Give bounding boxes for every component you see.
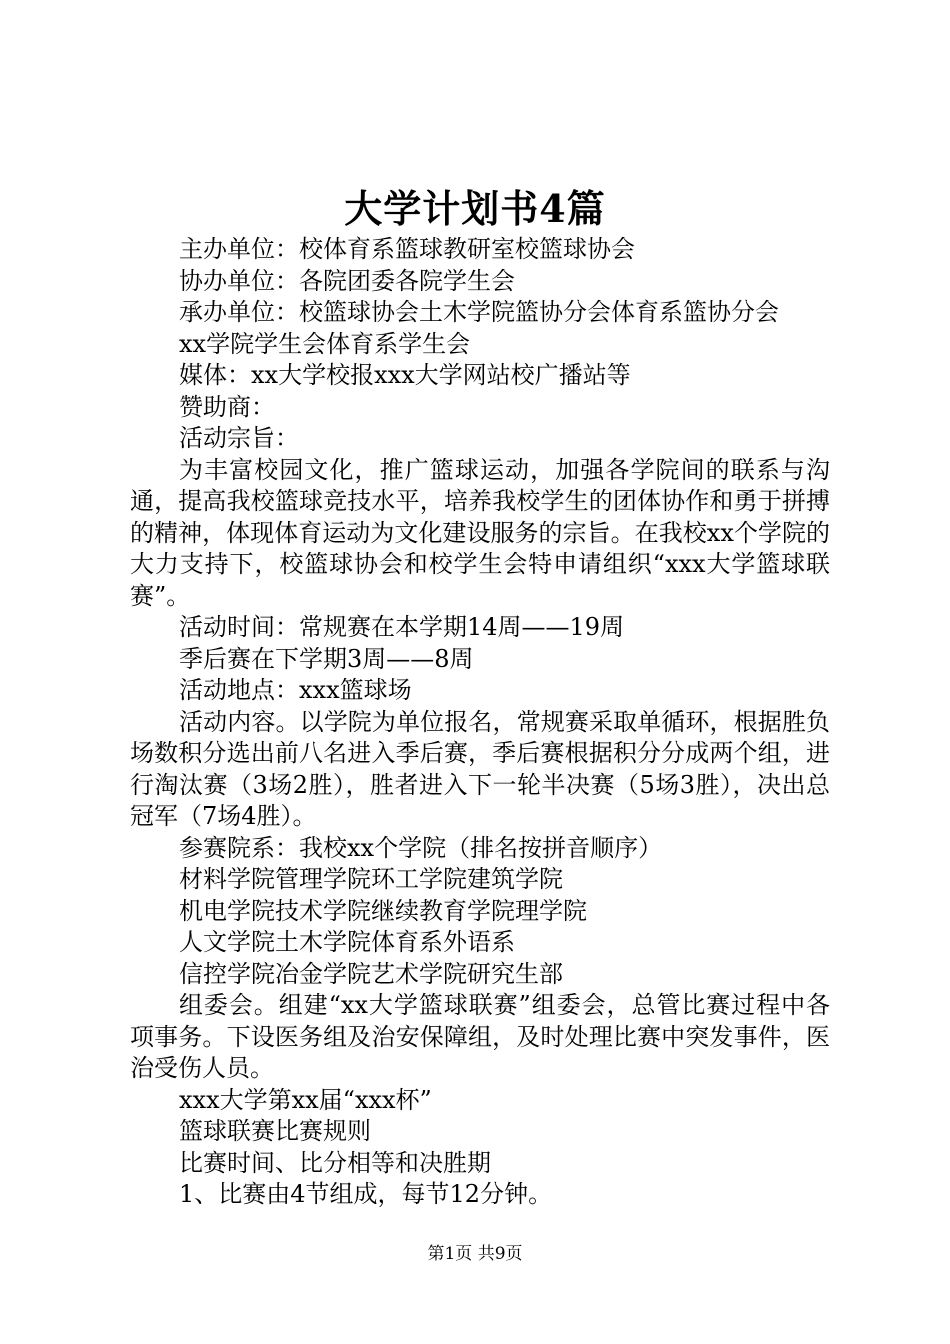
paragraph: 信控学院冶金学院艺术学院研究生部 bbox=[179, 959, 563, 988]
paragraph: 主办单位：校体育系篮球教研室校篮球协会 bbox=[179, 235, 635, 263]
paragraph: xx学院学生会体育系学生会 bbox=[179, 329, 471, 358]
paragraph: xxx大学第xx届“xxx杯” bbox=[179, 1085, 432, 1114]
document-title: 大学计划书4篇 bbox=[344, 186, 606, 231]
paragraph: 为丰富校园文化，推广篮球运动，加强各学院间的联系与沟通，提高我校篮球竞技水平，培养我校学生的团体协作和勇于拼搏的精神，体现体育运动为文化建设服务的宗旨。在我校xx个学院的大力支持下，校篮球协会和校学生会特申请组织“xxx大学篮球联赛”。 bbox=[130, 455, 830, 610]
paragraph: 活动地点：xxx篮球场 bbox=[179, 676, 412, 704]
paragraph: 材料学院管理学院环工学院建筑学院 bbox=[179, 865, 563, 893]
paragraph: 人文学院土木学院体育系外语系 bbox=[179, 928, 515, 956]
paragraph: 机电学院技术学院继续教育学院理学院 bbox=[179, 896, 587, 925]
paragraph: 承办单位：校篮球协会土木学院篮协分会体育系篮协分会 bbox=[179, 298, 779, 326]
paragraph: 协办单位：各院团委各院学生会 bbox=[179, 266, 515, 295]
paragraph: 参赛院系：我校xx个学院（排名按拼音顺序） bbox=[179, 833, 663, 862]
paragraph: 季后赛在下学期3周——8周 bbox=[179, 644, 474, 673]
paragraph: 1、比赛由4节组成，每节12分钟。 bbox=[179, 1180, 553, 1208]
paragraph: 篮球联赛比赛规则 bbox=[179, 1117, 371, 1145]
paragraph: 赞助商： bbox=[179, 392, 275, 421]
paragraph: 媒体：xx大学校报xxx大学网站校广播站等 bbox=[179, 361, 631, 389]
paragraph: 比赛时间、比分相等和决胜期 bbox=[179, 1148, 491, 1177]
document-body bbox=[130, 234, 830, 1211]
paragraph: 活动宗旨： bbox=[179, 424, 299, 452]
paragraph: 活动内容。以学院为单位报名，常规赛采取单循环，根据胜负场数积分选出前八名进入季后赛，季后赛根据积分分成两个组，进行淘汰赛（3场2胜），胜者进入下一轮半决赛（5场3胜），决出总冠军（7场4胜）。 bbox=[130, 707, 830, 830]
paragraph: 组委会。组建“xx大学篮球联赛”组委会，总管比赛过程中各项事务。下设医务组及治安保障组，及时处理比赛中突发事件，医治受伤人员。 bbox=[130, 991, 830, 1082]
paragraph: 活动时间：常规赛在本学期14周——19周 bbox=[179, 613, 625, 641]
page-number-footer: 第1页 共9页 bbox=[427, 1244, 523, 1264]
